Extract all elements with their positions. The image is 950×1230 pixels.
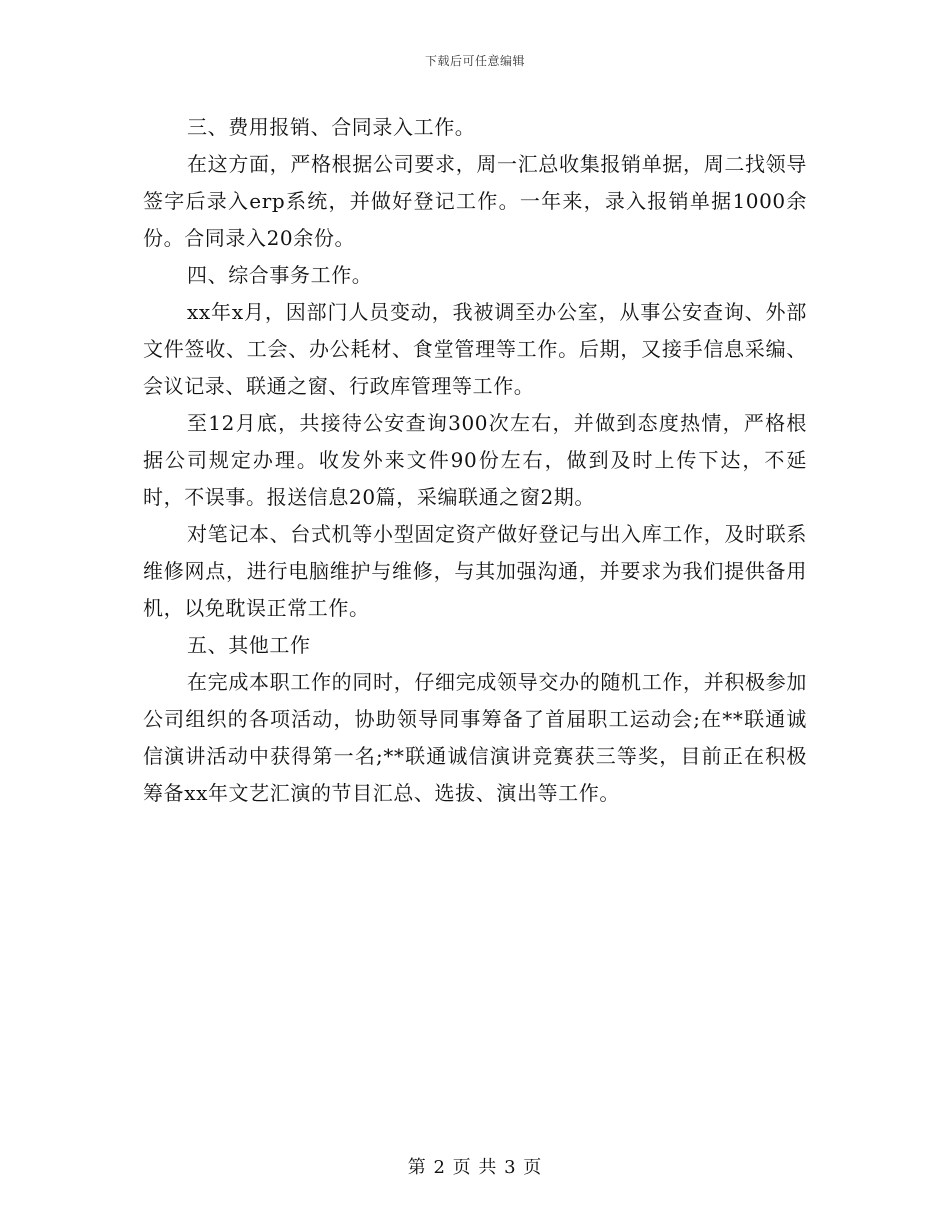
- paragraph-expense-details: 在这方面，严格根据公司要求，周一汇总收集报销单据，周二找领导签字后录入erp系统，并做好登记工作。一年来，录入报销单据1000余份。合同录入20余份。: [143, 152, 807, 250]
- paragraph-transfer: xx年x月，因部门人员变动，我被调至办公室，从事公安查询、外部文件签收、工会、办公耗材、食堂管理等工作。后期，又接手信息采编、会议记录、联通之窗、行政库管理等工作。: [143, 300, 807, 398]
- paragraph-other-work: 在完成本职工作的同时，仔细完成领导交办的随机工作，并积极参加公司组织的各项活动，协助领导同事筹备了首届职工运动会;在**联通诚信演讲活动中获得第一名;**联通诚信演讲竞赛获三等奖，目前正在积极筹备xx年文艺汇演的节目汇总、选拔、演出等工作。: [143, 670, 807, 805]
- paragraph-statistics: 至12月底，共接待公安查询300次左右，并做到态度热情，严格根据公司规定办理。收发外来文件90份左右，做到及时上传下达，不延时，不误事。报送信息20篇，采编联通之窗2期。: [143, 411, 807, 509]
- section-heading-other-work: 五、其他工作: [187, 633, 311, 657]
- section-heading-general-affairs: 四、综合事务工作。: [187, 263, 373, 287]
- page-number: 第 2 页 共 3 页: [407, 1157, 543, 1178]
- section-heading-expense: 三、费用报销、合同录入工作。: [187, 115, 476, 139]
- document-body: [143, 109, 807, 812]
- paragraph-assets: 对笔记本、台式机等小型固定资产做好登记与出入库工作，及时联系维修网点，进行电脑维护与维修，与其加强沟通，并要求为我们提供备用机，以免耽误正常工作。: [143, 522, 807, 620]
- page-header-note: 下载后可任意编辑: [424, 54, 525, 68]
